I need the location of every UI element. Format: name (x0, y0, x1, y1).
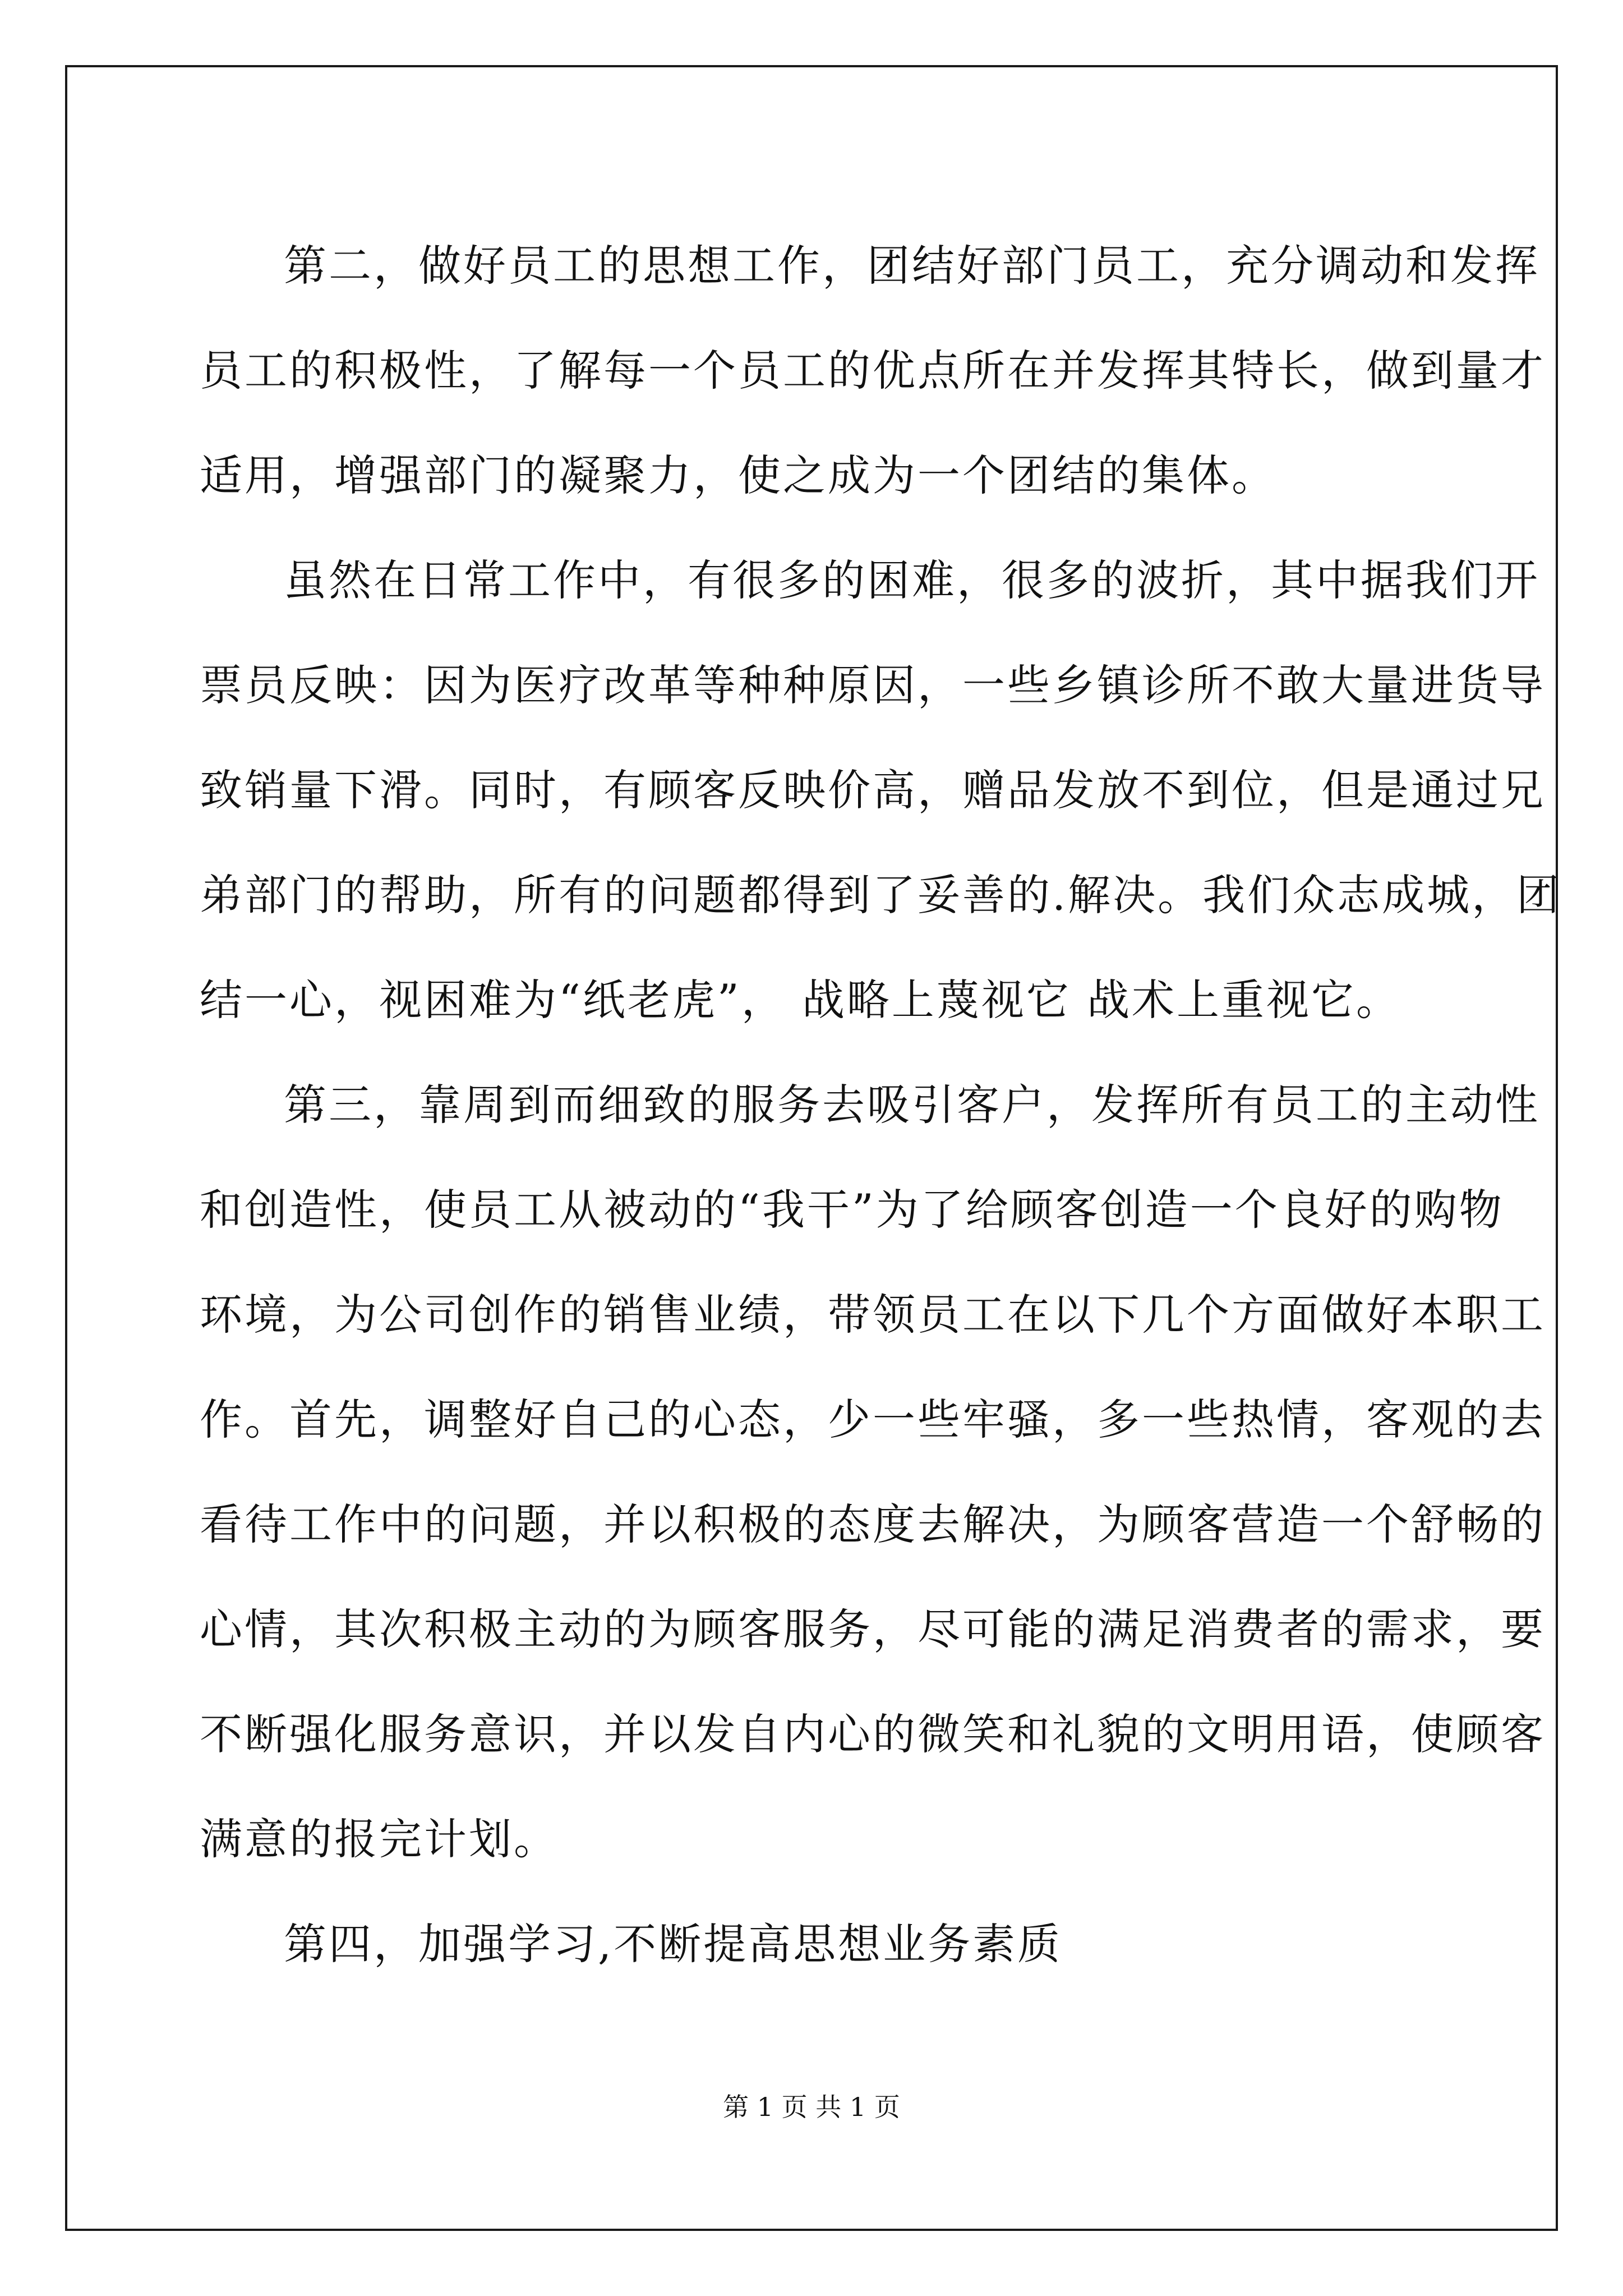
text-line: 满意的报完计划。 (200, 1814, 559, 1864)
text-line: 虽然在日常工作中，有很多的困难，很多的波折，其中据我们开 (284, 555, 1540, 605)
text-line: 环境，为公司创作的销售业绩，带领员工在以下几个方面做好本职工 (200, 1290, 1546, 1340)
text-line: 员工的积极性，了解每一个员工的优点所在并发挥其特长，做到量才 (200, 346, 1546, 395)
text-line: 适用，增强部门的凝聚力，使之成为一个团结的集体。 (200, 450, 1276, 500)
text-line: 心情，其次积极主动的为顾客服务，尽可能的满足消费者的需求，要 (200, 1604, 1546, 1654)
text-line: 结一心，视困难为“纸老虎”， 战略上蔑视它 战术上重视它。 (200, 975, 1401, 1025)
text-line: 第二，做好员工的思想工作，团结好部门员工，充分调动和发挥 (284, 241, 1540, 291)
document-body (200, 213, 1562, 1996)
paragraph (200, 1892, 1429, 1996)
paragraph (200, 1052, 1546, 1892)
text-line: 第三，靠周到而细致的服务去吸引客户，发挥所有员工的主动性 (284, 1080, 1540, 1130)
text-line: 作。首先，调整好自己的心态，少一些牢骚，多一些热情，客观的去 (200, 1395, 1546, 1444)
text-line: 看待工作中的问题，并以积极的态度去解决，为顾客营造一个舒畅的 (200, 1499, 1546, 1549)
text-line: 弟部门的帮助，所有的问题都得到了妥善的.解决。我们众志成城，团 (200, 870, 1562, 920)
text-line: 票员反映：因为医疗改革等种种原因，一些乡镇诊所不敢大量进货导 (200, 660, 1546, 710)
text-line: 和创造性，使员工从被动的“我干”为了给顾客创造一个良好的购物 (200, 1185, 1504, 1235)
paragraph (200, 528, 1562, 1052)
text-line: 致销量下滑。同时，有顾客反映价高，赠品发放不到位，但是通过兄 (200, 765, 1546, 815)
text-line: 第四，加强学习,不断提高思想业务素质 (284, 1919, 1063, 1969)
paragraph (200, 213, 1546, 528)
text-line: 不断强化服务意识，并以发自内心的微笑和礼貌的文明用语，使顾客 (200, 1709, 1546, 1759)
page-footer: 第 1 页 共 1 页 (723, 2092, 900, 2122)
